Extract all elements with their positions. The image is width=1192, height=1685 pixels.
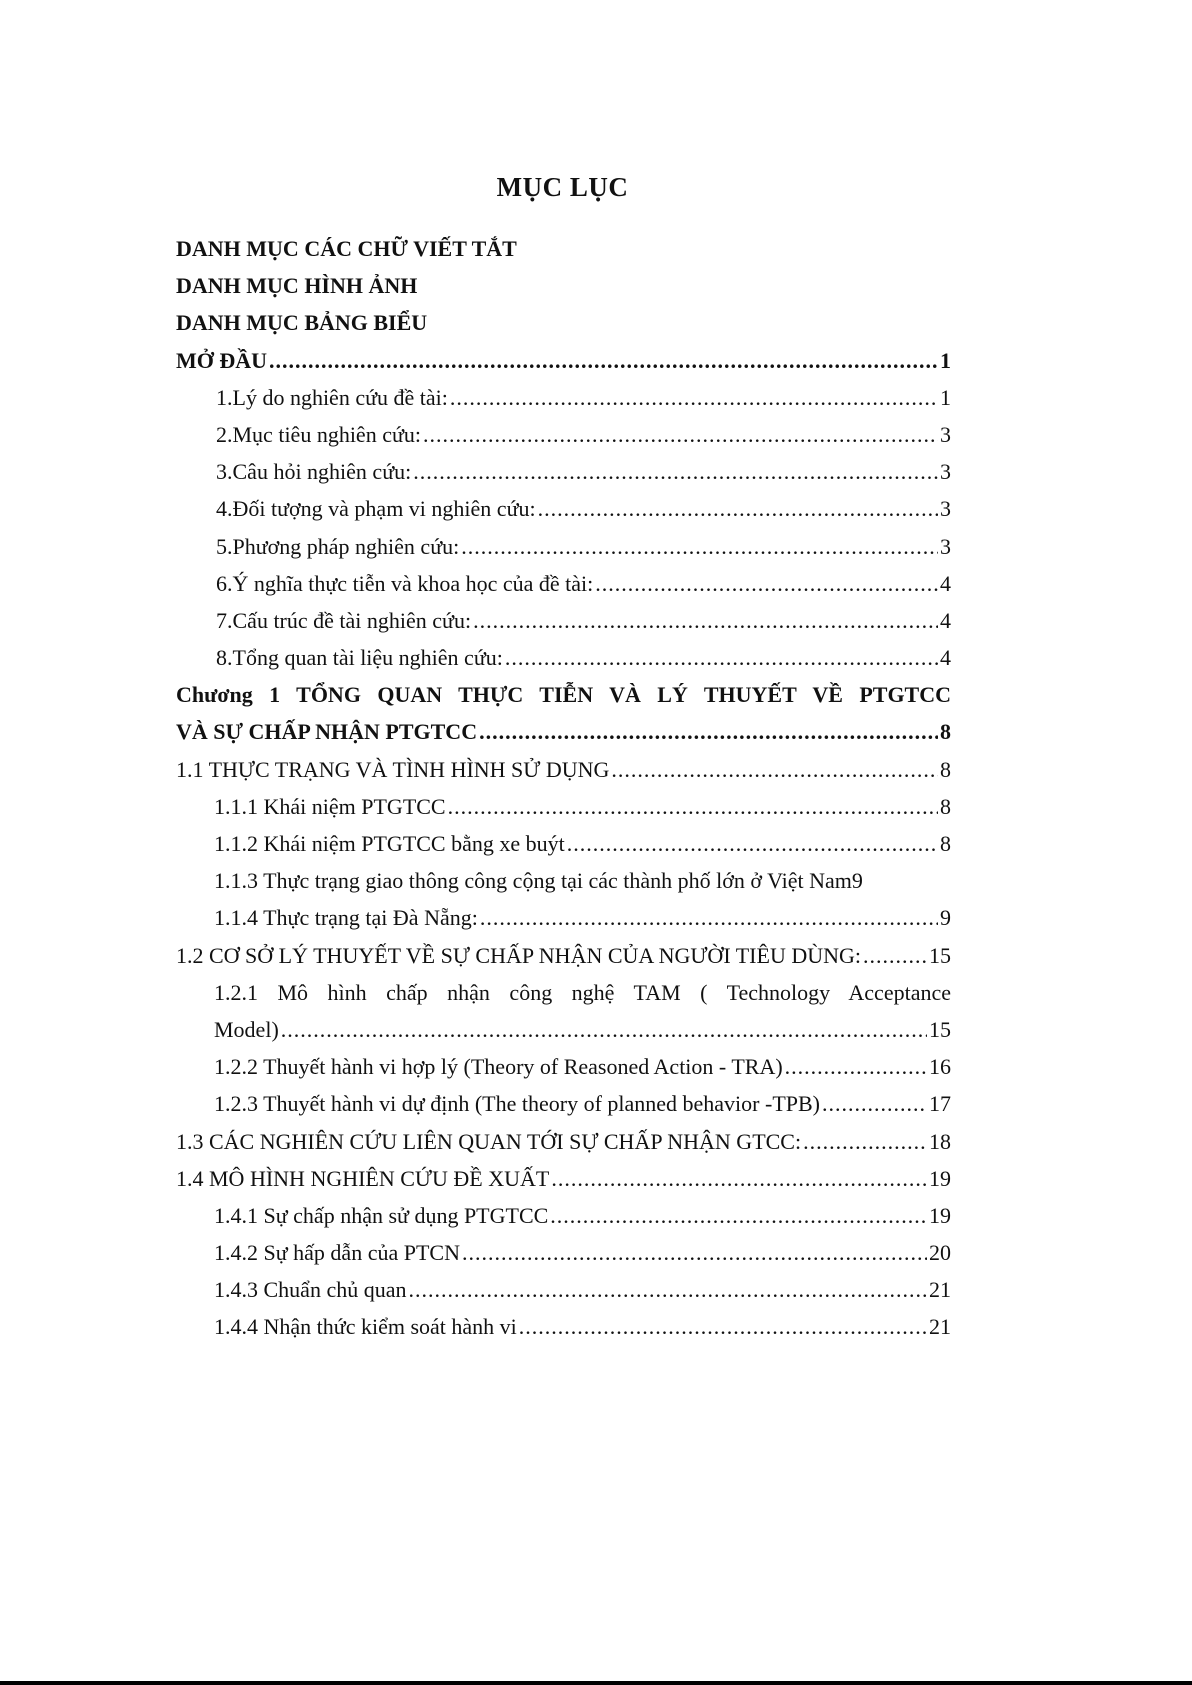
toc-heading-text: DANH MỤC BẢNG BIỂU bbox=[176, 310, 428, 336]
toc-dot-leader bbox=[473, 602, 938, 639]
toc-entry[interactable] bbox=[176, 1160, 951, 1197]
toc-page-number: 8 bbox=[940, 831, 951, 856]
toc-entry[interactable] bbox=[176, 676, 951, 713]
toc-dot-leader bbox=[408, 1271, 927, 1308]
toc-entry[interactable] bbox=[176, 1048, 951, 1085]
toc-dot-leader bbox=[450, 379, 938, 416]
toc-entry[interactable] bbox=[176, 751, 951, 788]
toc-page-number: 15 bbox=[929, 942, 951, 968]
toc-entry-title: 1.1.4 Thực trạng tại Đà Nẵng: bbox=[214, 905, 478, 931]
toc-entry[interactable] bbox=[176, 602, 951, 639]
toc-heading-text: DANH MỤC HÌNH ẢNH bbox=[176, 273, 418, 299]
toc-entry-title: 1.1.3 Thực trạng giao thông công cộng tại các thành phố lớn ở Việt Nam bbox=[214, 868, 852, 894]
toc-entry[interactable] bbox=[176, 974, 951, 1011]
toc-entry[interactable] bbox=[176, 453, 951, 490]
toc-entry[interactable] bbox=[176, 639, 951, 676]
toc-entry-title: 1.4 MÔ HÌNH NGHIÊN CỨU ĐỀ XUẤT bbox=[176, 1165, 550, 1191]
toc-entry-number: 2. bbox=[216, 421, 233, 447]
toc-page-number: 17 bbox=[929, 1091, 951, 1117]
toc-page-number: 9 bbox=[940, 905, 951, 931]
toc-dot-leader bbox=[479, 713, 938, 750]
toc-page-number: 8 bbox=[940, 756, 951, 782]
toc-page-number: 21 bbox=[929, 1314, 951, 1340]
toc-dot-leader bbox=[550, 1197, 927, 1234]
toc-entry-number: 1. bbox=[216, 384, 233, 410]
toc-page-number: 19 bbox=[929, 1165, 951, 1191]
toc-page-number: 3 bbox=[940, 421, 951, 447]
toc-entry[interactable] bbox=[176, 490, 951, 527]
toc-entry-number: 5. bbox=[216, 533, 233, 559]
toc-entry-title: Đối tượng và phạm vi nghiên cứu: bbox=[232, 496, 536, 522]
toc-entry[interactable] bbox=[176, 937, 951, 974]
toc-entry[interactable] bbox=[176, 416, 951, 453]
toc-heading[interactable] bbox=[176, 230, 951, 267]
toc-entry[interactable] bbox=[176, 1085, 951, 1122]
toc-page-number: 15 bbox=[929, 1016, 951, 1042]
toc-entry-title: 1.4.2 Sự hấp dẫn của PTCN bbox=[214, 1240, 460, 1266]
toc-heading[interactable] bbox=[176, 304, 951, 341]
toc-entry-title: 1.1.2 Khái niệm PTGTCC bằng xe buýt bbox=[214, 831, 565, 856]
toc-dot-leader bbox=[448, 788, 938, 825]
toc-entry[interactable] bbox=[176, 1308, 951, 1345]
toc-dot-leader bbox=[480, 899, 938, 936]
toc-page-number: 4 bbox=[940, 607, 951, 633]
toc-page-number: 4 bbox=[940, 645, 951, 671]
toc-dot-leader bbox=[281, 1011, 927, 1048]
toc-entry[interactable] bbox=[176, 899, 951, 936]
toc-entry-title: Mục tiêu nghiên cứu: bbox=[232, 421, 421, 447]
toc-entry-title: Lý do nghiên cứu đề tài: bbox=[232, 384, 448, 410]
toc-entry[interactable] bbox=[176, 1197, 951, 1234]
toc-entry[interactable] bbox=[176, 1011, 951, 1048]
toc-entry-title: 1.2.1 Mô hình chấp nhận công nghệ TAM ( Technology Acceptance bbox=[214, 979, 951, 1005]
toc-entry-title: 1.2.2 Thuyết hành vi hợp lý (Theory of Reasoned Action - TRA) bbox=[214, 1054, 783, 1080]
toc-entry-title: 1.1 THỰC TRẠNG VÀ TÌNH HÌNH SỬ DỤNG bbox=[176, 756, 610, 782]
toc-heading-text: DANH MỤC CÁC CHỮ VIẾT TẮT bbox=[176, 236, 517, 261]
toc-page-number: 20 bbox=[929, 1240, 951, 1266]
toc-dot-leader bbox=[551, 1160, 927, 1197]
toc-entry[interactable] bbox=[176, 565, 951, 602]
toc-dot-leader bbox=[423, 416, 938, 453]
page-title: MỤC LỤC bbox=[496, 172, 629, 202]
toc-dot-leader bbox=[611, 751, 938, 788]
toc-dot-leader bbox=[803, 1123, 927, 1160]
toc-dot-leader bbox=[863, 937, 927, 974]
toc-page-number: 1 bbox=[940, 347, 951, 373]
toc-page-number: 21 bbox=[929, 1277, 951, 1303]
toc-entry[interactable] bbox=[176, 1234, 951, 1271]
toc-page-number: 1 bbox=[940, 384, 951, 410]
toc-dot-leader bbox=[462, 1234, 927, 1271]
toc-entry-title: 1.4.1 Sự chấp nhận sử dụng PTGTCC bbox=[214, 1202, 549, 1228]
toc-dot-leader bbox=[785, 1048, 927, 1085]
toc-entry[interactable] bbox=[176, 1123, 951, 1160]
toc-entry-number: 7. bbox=[216, 607, 233, 633]
toc-dot-leader bbox=[519, 1308, 927, 1345]
toc-entry-title: MỞ ĐẦU bbox=[176, 347, 268, 373]
toc-page-number: 3 bbox=[940, 496, 951, 522]
toc-page-number: 8 bbox=[940, 719, 951, 745]
table-of-contents bbox=[176, 230, 951, 1346]
toc-entries bbox=[176, 342, 951, 1346]
toc-entry-title: Tổng quan tài liệu nghiên cứu: bbox=[232, 645, 503, 671]
toc-dot-leader bbox=[413, 453, 938, 490]
toc-entry[interactable] bbox=[176, 1271, 951, 1308]
toc-dot-leader bbox=[822, 1085, 927, 1122]
toc-page-number: 3 bbox=[940, 459, 951, 485]
toc-entry[interactable] bbox=[176, 825, 951, 862]
toc-entry-number: 4. bbox=[216, 496, 233, 522]
toc-dot-leader bbox=[461, 528, 938, 565]
toc-entry[interactable] bbox=[176, 713, 951, 750]
toc-page-number: 9 bbox=[851, 868, 863, 894]
toc-page-number: 18 bbox=[929, 1128, 951, 1154]
toc-dot-leader bbox=[567, 825, 938, 862]
toc-page-number: 16 bbox=[929, 1054, 951, 1080]
toc-entry-title: Ý nghĩa thực tiễn và khoa học của đề tài: bbox=[232, 570, 594, 596]
toc-entry-title: 1.1.1 Khái niệm PTGTCC bbox=[214, 793, 446, 819]
toc-entry[interactable] bbox=[176, 862, 951, 899]
toc-entry-number: 3. bbox=[216, 459, 233, 485]
toc-entry[interactable] bbox=[176, 528, 951, 565]
toc-entry-title: 1.2.3 Thuyết hành vi dự định (The theory of planned behavior -TPB) bbox=[214, 1091, 820, 1117]
toc-entry-title: 1.4.3 Chuẩn chủ quan bbox=[214, 1277, 407, 1303]
toc-entry[interactable] bbox=[176, 342, 951, 379]
toc-page-number: 4 bbox=[940, 570, 951, 596]
toc-entry-title: VÀ SỰ CHẤP NHẬN PTGTCC bbox=[176, 719, 478, 745]
toc-entry[interactable] bbox=[176, 788, 951, 825]
toc-entry-title: 1.4.4 Nhận thức kiểm soát hành vi bbox=[214, 1314, 517, 1340]
page-bottom-border bbox=[0, 1681, 1192, 1685]
toc-entry-title: 1.2 CƠ SỞ LÝ THUYẾT VỀ SỰ CHẤP NHẬN CỦA NGƯỜI TIÊU DÙNG: bbox=[176, 942, 861, 968]
toc-entry-title: Câu hỏi nghiên cứu: bbox=[232, 459, 412, 485]
toc-dot-leader bbox=[269, 342, 938, 379]
toc-entry-number: 6. bbox=[216, 570, 233, 596]
toc-page-number: 3 bbox=[940, 533, 951, 559]
toc-heading[interactable] bbox=[176, 267, 951, 304]
toc-dot-leader bbox=[595, 565, 938, 602]
toc-entry-title: Model) bbox=[214, 1016, 279, 1042]
toc-page-number: 19 bbox=[929, 1202, 951, 1228]
toc-entry-title: Chương 1 TỔNG QUAN THỰC TIỄN VÀ LÝ THUYẾT VỀ PTGTCC bbox=[176, 682, 951, 708]
toc-dot-leader bbox=[505, 639, 938, 676]
toc-entry[interactable] bbox=[176, 379, 951, 416]
toc-entry-title: Phương pháp nghiên cứu: bbox=[232, 533, 460, 559]
toc-entry-title: Cấu trúc đề tài nghiên cứu: bbox=[232, 607, 472, 633]
toc-entry-number: 8. bbox=[216, 645, 233, 671]
toc-entry-title: 1.3 CÁC NGHIÊN CỨU LIÊN QUAN TỚI SỰ CHẤP NHẬN GTCC: bbox=[176, 1128, 802, 1154]
toc-dot-leader bbox=[538, 490, 938, 527]
toc-page-number: 8 bbox=[940, 793, 951, 819]
